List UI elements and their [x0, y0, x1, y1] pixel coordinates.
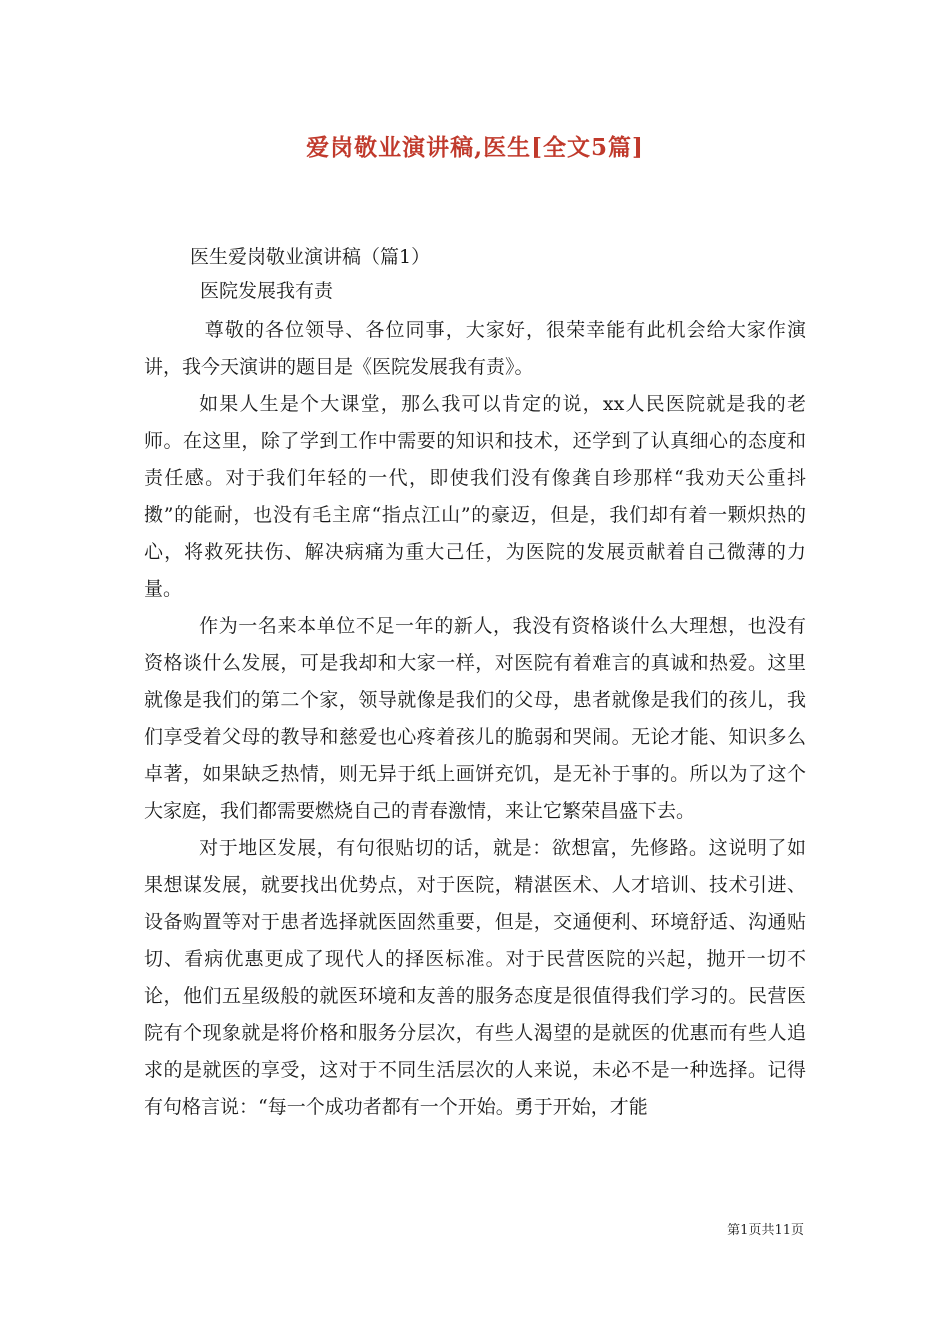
document-body [144, 240, 806, 1126]
speech-title: 医院发展我有责 [200, 280, 334, 302]
paragraph-4: 对于地区发展，有句很贴切的话，就是：欲想富，先修路。这说明了如果想谋发展，就要找出优势点，对于医院，精湛医术、人才培训、技术引进、设备购置等对于患者选择就医固然重要，但是，交通便利、环境舒适、沟通贴切、看病优惠更成了现代人的择医标准。对于民营医院的兴起，抛开一切不论，他们五星级般的就医环境和友善的服务态度是很值得我们学习的。民营医院有个现象就是将价格和服务分层次，有些人渴望的是就医的优惠而有些人追求的是就医的享受，这对于不同生活层次的人来说，未必不是一种选择。记得有句格言说：“每一个成功者都有一个开始。勇于开始，才能 [144, 837, 806, 1118]
page-number: 第1页共11页 [727, 1223, 804, 1238]
document-title: 爱岗敬业演讲稿,医生[全文5篇] [306, 134, 644, 161]
section-heading: 医生爱岗敬业演讲稿（篇1） [190, 246, 431, 268]
paragraph-3: 作为一名来本单位不足一年的新人，我没有资格谈什么大理想，也没有资格谈什么发展，可是我却和大家一样，对医院有着难言的真诚和热爱。这里就像是我们的第二个家，领导就像是我们的父母，患者就像是我们的孩儿，我们享受着父母的教导和慈爱也心疼着孩儿的脆弱和哭闹。无论才能、知识多么卓著，如果缺乏热情，则无异于纸上画饼充饥，是无补于事的。所以为了这个大家庭，我们都需要燃烧自己的青春激情，来让它繁荣昌盛下去。 [144, 615, 806, 822]
paragraph-2: 如果人生是个大课堂，那么我可以肯定的说，xx人民医院就是我的老师。在这里，除了学到工作中需要的知识和技术，还学到了认真细心的态度和责任感。对于我们年轻的一代，即使我们没有像龚自珍那样“我劝天公重抖擞”的能耐，也没有毛主席“指点江山”的豪迈，但是，我们却有着一颗炽热的心，将救死扶伤、解决病痛为重大己任，为医院的发展贡献着自己微薄的力量。 [144, 393, 806, 600]
paragraph-1: 尊敬的各位领导、各位同事，大家好，很荣幸能有此机会给大家作演讲，我今天演讲的题目是《医院发展我有责》。 [144, 319, 806, 378]
